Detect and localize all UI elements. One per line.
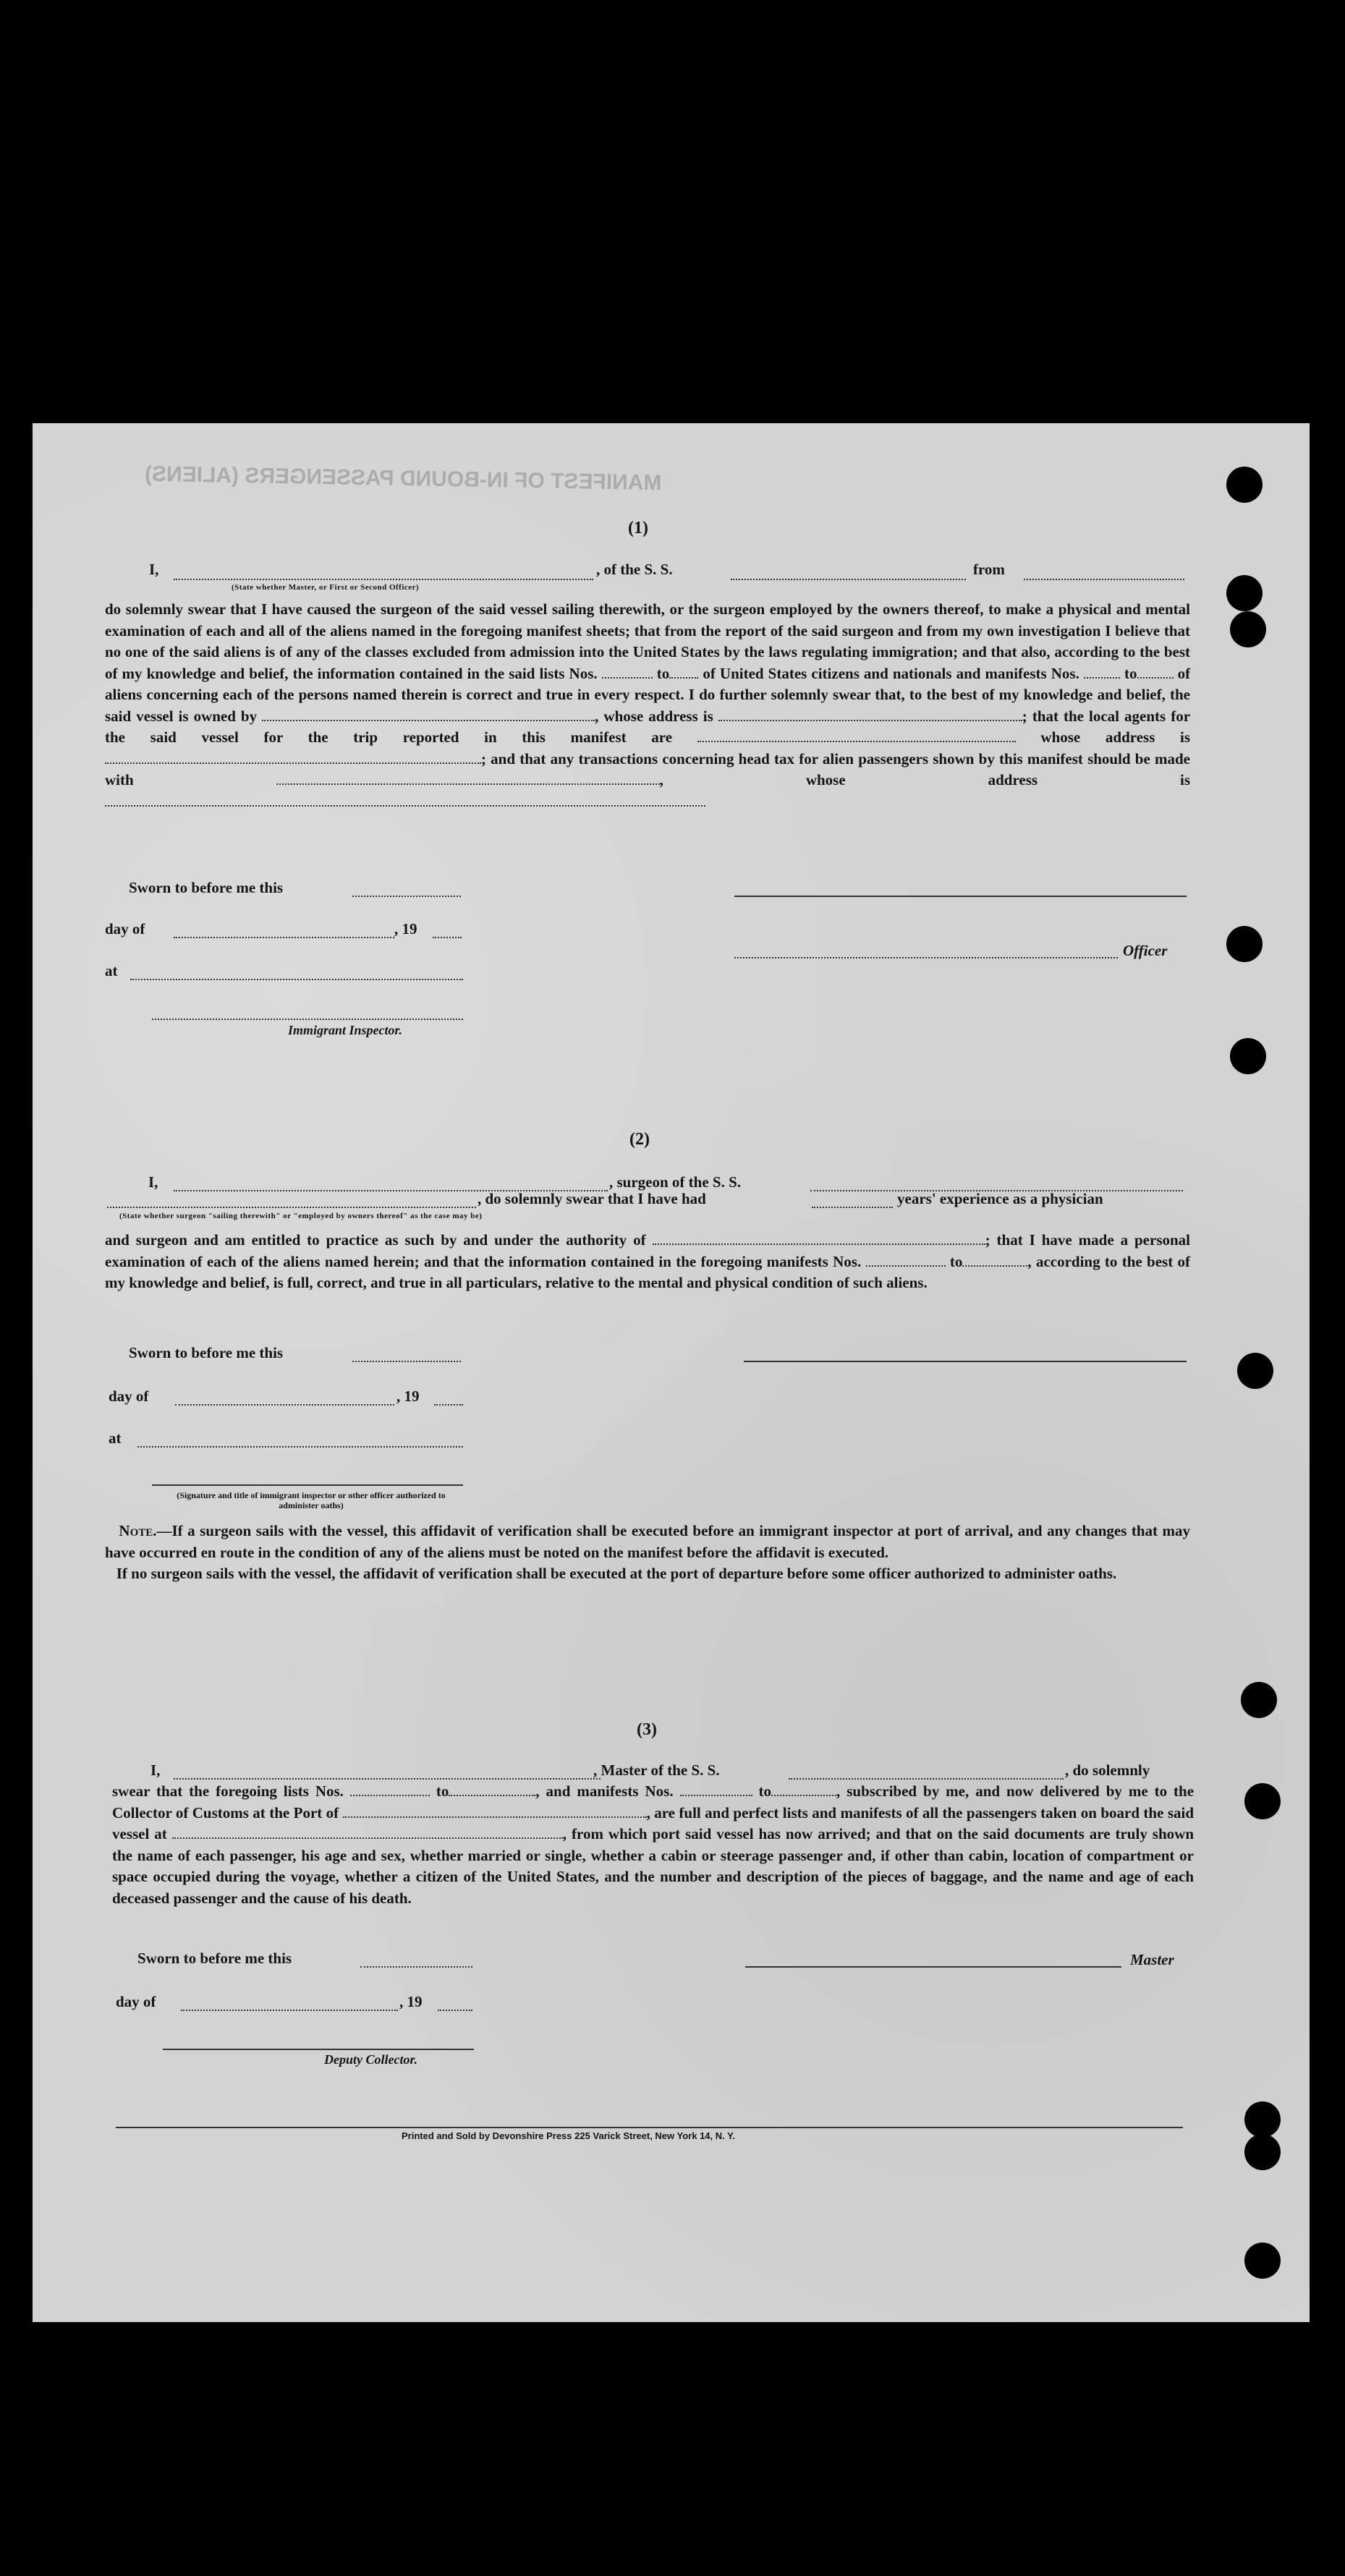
s3-to2: to: [758, 1782, 772, 1800]
s1-name-line: [174, 579, 593, 580]
s2-at: at: [109, 1429, 122, 1447]
s3-line1-mid: , Master of the S. S.: [593, 1761, 720, 1779]
s1-at: at: [105, 962, 118, 979]
s3-year-line: [438, 2010, 472, 2011]
binder-hole: [1226, 575, 1263, 611]
s1-from-line: [1024, 579, 1184, 580]
s1-whose-address: , whose address is: [595, 707, 713, 725]
s1-body: do solemnly swear that I have caused the surgeon of the said vessel sailing therewith, or the surgeon employed by the owners thereof, to make a physical and mental examination of each and all of the aliens named in the foregoing manifest sheets; that from the report of the said surgeon and from my own investigation I believe that no one of the said aliens is of any of the classes excluded from admission into the United States by the laws regulating immigration; and that also, according to the best of my knowledge and belief, the information contained in the said lists Nos. to of United States citizens and nationals and manifests Nos. to of aliens concerning each of the persons named therein is correct and true in every respect. I do further solemnly swear that, to the best of my knowledge and belief, the said vessel is owned by , whose address is ; that the local agents for the said vessel for the trip reported in this manifest are whose address is ; and that any transactions concerning head tax for alien passengers shown by this manifest should be made with , whose address is: [105, 599, 1190, 812]
s3-line1-end: , do solemnly: [1065, 1761, 1150, 1779]
s1-whose-address-end: , whose address is: [659, 771, 1190, 788]
s2-at-line: [137, 1446, 463, 1448]
binder-hole: [1244, 1783, 1281, 1819]
s2-line2-end: years' experience as a physician: [897, 1190, 1103, 1207]
binder-hole: [1244, 2101, 1281, 2138]
s2-body2-rest: , according to the best of my knowledge and belief, is full, correct, and true in all particulars, relative to the mental and physical condition of such aliens.: [105, 1252, 1191, 1291]
s1-signature-line: [734, 896, 1187, 897]
s3-body: [112, 1781, 1194, 1909]
s3-year: , 19: [399, 1993, 423, 2010]
s1-at-line: [130, 979, 463, 980]
s1-body2-to: to: [1124, 664, 1137, 682]
s2-day-line: [175, 1404, 394, 1406]
s3-full-lists: , are full and perfect lists and manifests of all the passengers taken on board the said vessel at: [112, 1803, 1195, 1842]
s1-body2-rest: of aliens concerning each of the persons named therein is correct and true in every respect. I do further solemnly swear that, to the best of my knowledge and belief, the said vessel is owned by: [105, 664, 1191, 725]
s1-officer: Officer: [1123, 942, 1168, 959]
s2-line1-mid: , surgeon of the S. S.: [609, 1173, 742, 1191]
s3-master-line: [745, 1966, 1121, 1968]
s1-agents: that the local agents for the said vessel for the trip reported in this manifest are: [105, 707, 1191, 746]
s2-note-text: —If a surgeon sails with the vessel, this affidavit of verification shall be executed before an immigrant inspector at port of arrival, and any changes that may have occurred en route in the condition of any of the aliens must be noted on the manifest before the affidavit is executed.: [105, 1522, 1190, 1561]
s2-year-line: [434, 1404, 463, 1406]
binder-hole: [1244, 2134, 1281, 2170]
s1-year-line: [433, 937, 462, 938]
s2-body2-to: to: [949, 1252, 963, 1270]
section-2-number: (2): [629, 1130, 650, 1149]
s3-from-which: , from which: [562, 1825, 648, 1842]
s1-whose-address-is: whose address is: [1040, 728, 1191, 746]
s3-sworn-line: [360, 1966, 472, 1968]
s1-line1-mid: , of the S. S.: [596, 561, 673, 578]
s1-caption: (State whether Master, or First or Second Officer): [232, 583, 420, 592]
s3-master: Master: [1130, 1951, 1174, 1968]
binder-hole: [1230, 611, 1266, 647]
s1-body-text: do solemnly swear that I have caused the surgeon of the said vessel sailing therewith, or the surgeon employed by the owners thereof, to make a physical and mental examination of each and all of the aliens named in the foregoing manifest sheets; that from the report of the said surgeon and from my own investigation I believe that no one of the said aliens is of any of the classes excluded from admission into the United States by the laws regulating immigration; and that also, according to the best of my knowledge and belief, the information contained in the said lists Nos.: [105, 600, 1190, 682]
s1-head-tax: ; and that any transactions concerning head tax for alien passengers shown by this manifest should be made with: [105, 749, 1190, 788]
s2-note-label: Note.: [119, 1522, 157, 1539]
s1-inspector: Immigrant Inspector.: [288, 1023, 403, 1037]
s2-caption-sig: (Signature and title of immigrant inspector or other officer authorized to administer oaths): [177, 1490, 446, 1510]
s3-deputy-line: [163, 2049, 474, 2050]
s3-day-line: [181, 2010, 398, 2011]
s3-and-manifests: , and manifests Nos.: [535, 1782, 674, 1800]
s1-sworn-line: [352, 896, 461, 897]
s1-body-to: to: [656, 664, 670, 682]
s3-day-of: day of: [116, 1993, 156, 2010]
s3-rest: port said vessel has now arrived; and that on the said documents are truly shown the name of each passenger, his age and sex, whether married or single, whether a cabin or steerage passenger and, if other than cabin, location of compartment or space occupied during the voyage, whether a citizen of the United States, and the number and description of the pieces of baggage, and the name and age of each deceased passenger and the cause of his death.: [112, 1825, 1195, 1907]
s2-caption: (State whether surgeon "sailing therewith" or "employed by owners thereof" as the case may be): [119, 1212, 483, 1220]
s2-body-text: and surgeon and am entitled to practice as such by and under the authority of: [105, 1231, 646, 1249]
s3-sworn: Sworn to before me this: [137, 1950, 292, 1967]
s1-inspector-line: [152, 1019, 463, 1020]
s2-line1-prefix: I,: [148, 1173, 158, 1191]
binder-hole: [1237, 1353, 1273, 1389]
binder-hole: [1230, 1038, 1266, 1074]
s1-officer-line: [734, 957, 1118, 958]
s2-sworn: Sworn to before me this: [129, 1344, 284, 1361]
binder-hole: [1241, 1682, 1277, 1718]
s2-body: and surgeon and am entitled to practice as such by and under the authority of ; that I have made a personal examination of each of the aliens named herein; and that the information contained in the foregoing manifests Nos. to , according to the best of my knowledge and belief, is full, correct, and true in all particulars, relative to the mental and physical condition of such aliens.: [105, 1231, 1191, 1291]
s2-status-line: [107, 1207, 476, 1208]
s2-body2: that I have made a personal examination of each of the aliens named herein; and that the information contained in the foregoing manifests Nos.: [105, 1231, 1191, 1270]
s3-line1-prefix: I,: [150, 1761, 161, 1779]
bleed-through-title: MANIFEST OF IN-BOUND PASSENGERS (ALIENS): [144, 462, 662, 496]
s1-sworn: Sworn to before me this: [129, 879, 284, 896]
s3-deputy: Deputy Collector.: [324, 2052, 417, 2067]
binder-hole: [1226, 467, 1263, 503]
s3-name-line: [174, 1778, 601, 1780]
s3-ship-line: [789, 1778, 1064, 1780]
binder-hole: [1226, 926, 1263, 962]
s3-to1: to: [436, 1782, 449, 1800]
s2-day-of: day of: [109, 1387, 149, 1405]
s2-sig-title-line: [152, 1484, 463, 1486]
binder-hole: [1244, 2243, 1281, 2279]
s2-sworn-line: [352, 1361, 461, 1362]
s2-year: , 19: [396, 1387, 420, 1405]
s1-day-of: day of: [105, 920, 145, 938]
s3-subscribed: , subscribed by me, and now delivered by me to the Collector of Customs at the Port of: [112, 1782, 1195, 1822]
section-1-number: (1): [628, 519, 648, 537]
s1-year: , 19: [394, 920, 417, 938]
s2-signature-line: [744, 1361, 1187, 1362]
s1-day-line: [174, 937, 394, 938]
footer-rule: [116, 2127, 1183, 2128]
printer-line: Printed and Sold by Devonshire Press 225 Varick Street, New York 14, N. Y.: [402, 2130, 735, 2141]
s2-note: [105, 1521, 1190, 1585]
section-3-number: (3): [637, 1720, 657, 1739]
s3-body-text: swear that the foregoing lists Nos.: [112, 1782, 344, 1800]
s2-years-line: [812, 1207, 893, 1208]
s1-line1-prefix: I,: [149, 561, 159, 578]
s1-line1-end: from: [973, 561, 1005, 578]
s2-line2-mid: , do solemnly swear that I have had: [478, 1190, 706, 1207]
s2-note2-text: If no surgeon sails with the vessel, the affidavit of verification shall be executed at the port of departure before some officer authorized to administer oaths.: [116, 1565, 1117, 1582]
s1-body2: of United States citizens and nationals and manifests Nos.: [703, 664, 1079, 682]
s1-ship-line: [731, 579, 966, 580]
